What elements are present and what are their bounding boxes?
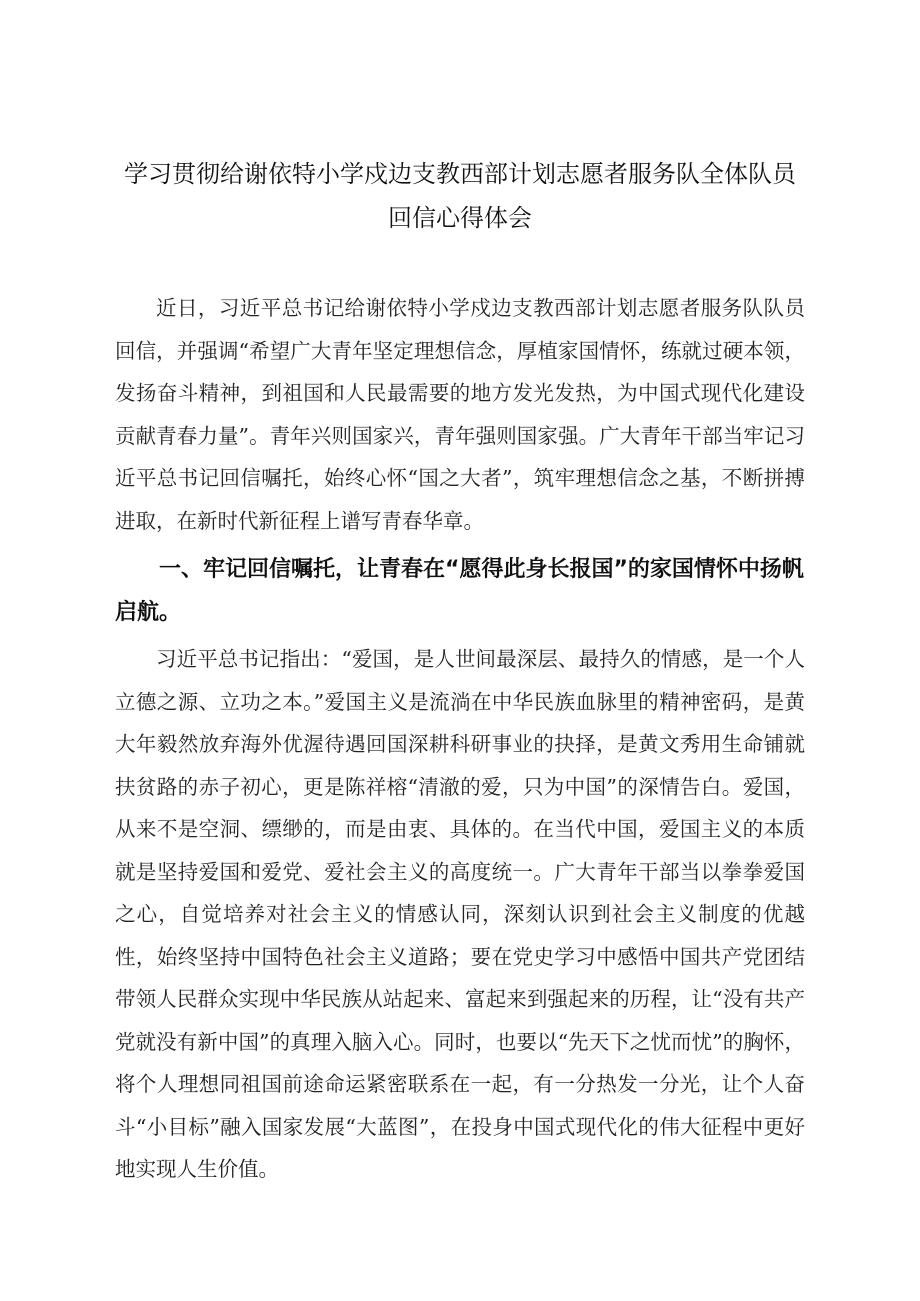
section-1-paragraph: 习近平总书记指出：“爱国，是人世间最深层、最持久的情感，是一个人立德之源、立功之本。”爱国主义是流淌在中华民族血脉里的精神密码，是黄大年毅然放弃海外优渥待遇回国深耕科研事业的抉择，是黄文秀用生命铺就扶贫路的赤子初心，更是陈祥榕“清澈的爱，只为中国”的深情告白。爱国，从来不是空洞、缥缈的，而是由衷、具体的。在当代中国，爱国主义的本质就是坚持爱国和爱党、爱社会主义的高度统一。广大青年干部当以拳拳爱国之心，自觉培养对社会主义的情感认同，深刻认识到社会主义制度的优越性，始终坚持中国特色社会主义道路；要在党史学习中感悟中国共产党团结带领人民群众实现中华民族从站起来、富起来到强起来的历程，让“没有共产党就没有新中国”的真理入脑入心。同时，也要以“先天下之忧而忧”的胸怀，将个人理想同祖国前途命运紧密联系在一起，有一分热发一分光，让个人奋斗“小目标”融入国家发展“大蓝图”，在投身中国式现代化的伟大征程中更好地实现人生价值。 (115, 647, 805, 1181)
document-title-line-1: 学习贯彻给谢依特小学戍边支教西部计划志愿者服务队全体队员 (124, 160, 796, 188)
intro-paragraph: 近日，习近平总书记给谢依特小学戍边支教西部计划志愿者服务队队员回信，并强调“希望广大青年坚定理想信念，厚植家国情怀，练就过硬本领，发扬奋斗精神，到祖国和人民最需要的地方发光发热，为中国式现代化建设贡献青春力量”。青年兴则国家兴，青年强则国家强。广大青年干部当牢记习近平总书记回信嘱托，始终心怀“国之大者”，筑牢理想信念之基，不断拼搏进取，在新时代新征程上谱写青春华章。 (115, 296, 805, 533)
document-title-line-2: 回信心得体会 (388, 204, 532, 232)
section-1-heading: 一、牢记回信嘱托，让青春在“愿得此身长报国”的家国情怀中扬帆启航。 (115, 557, 804, 625)
